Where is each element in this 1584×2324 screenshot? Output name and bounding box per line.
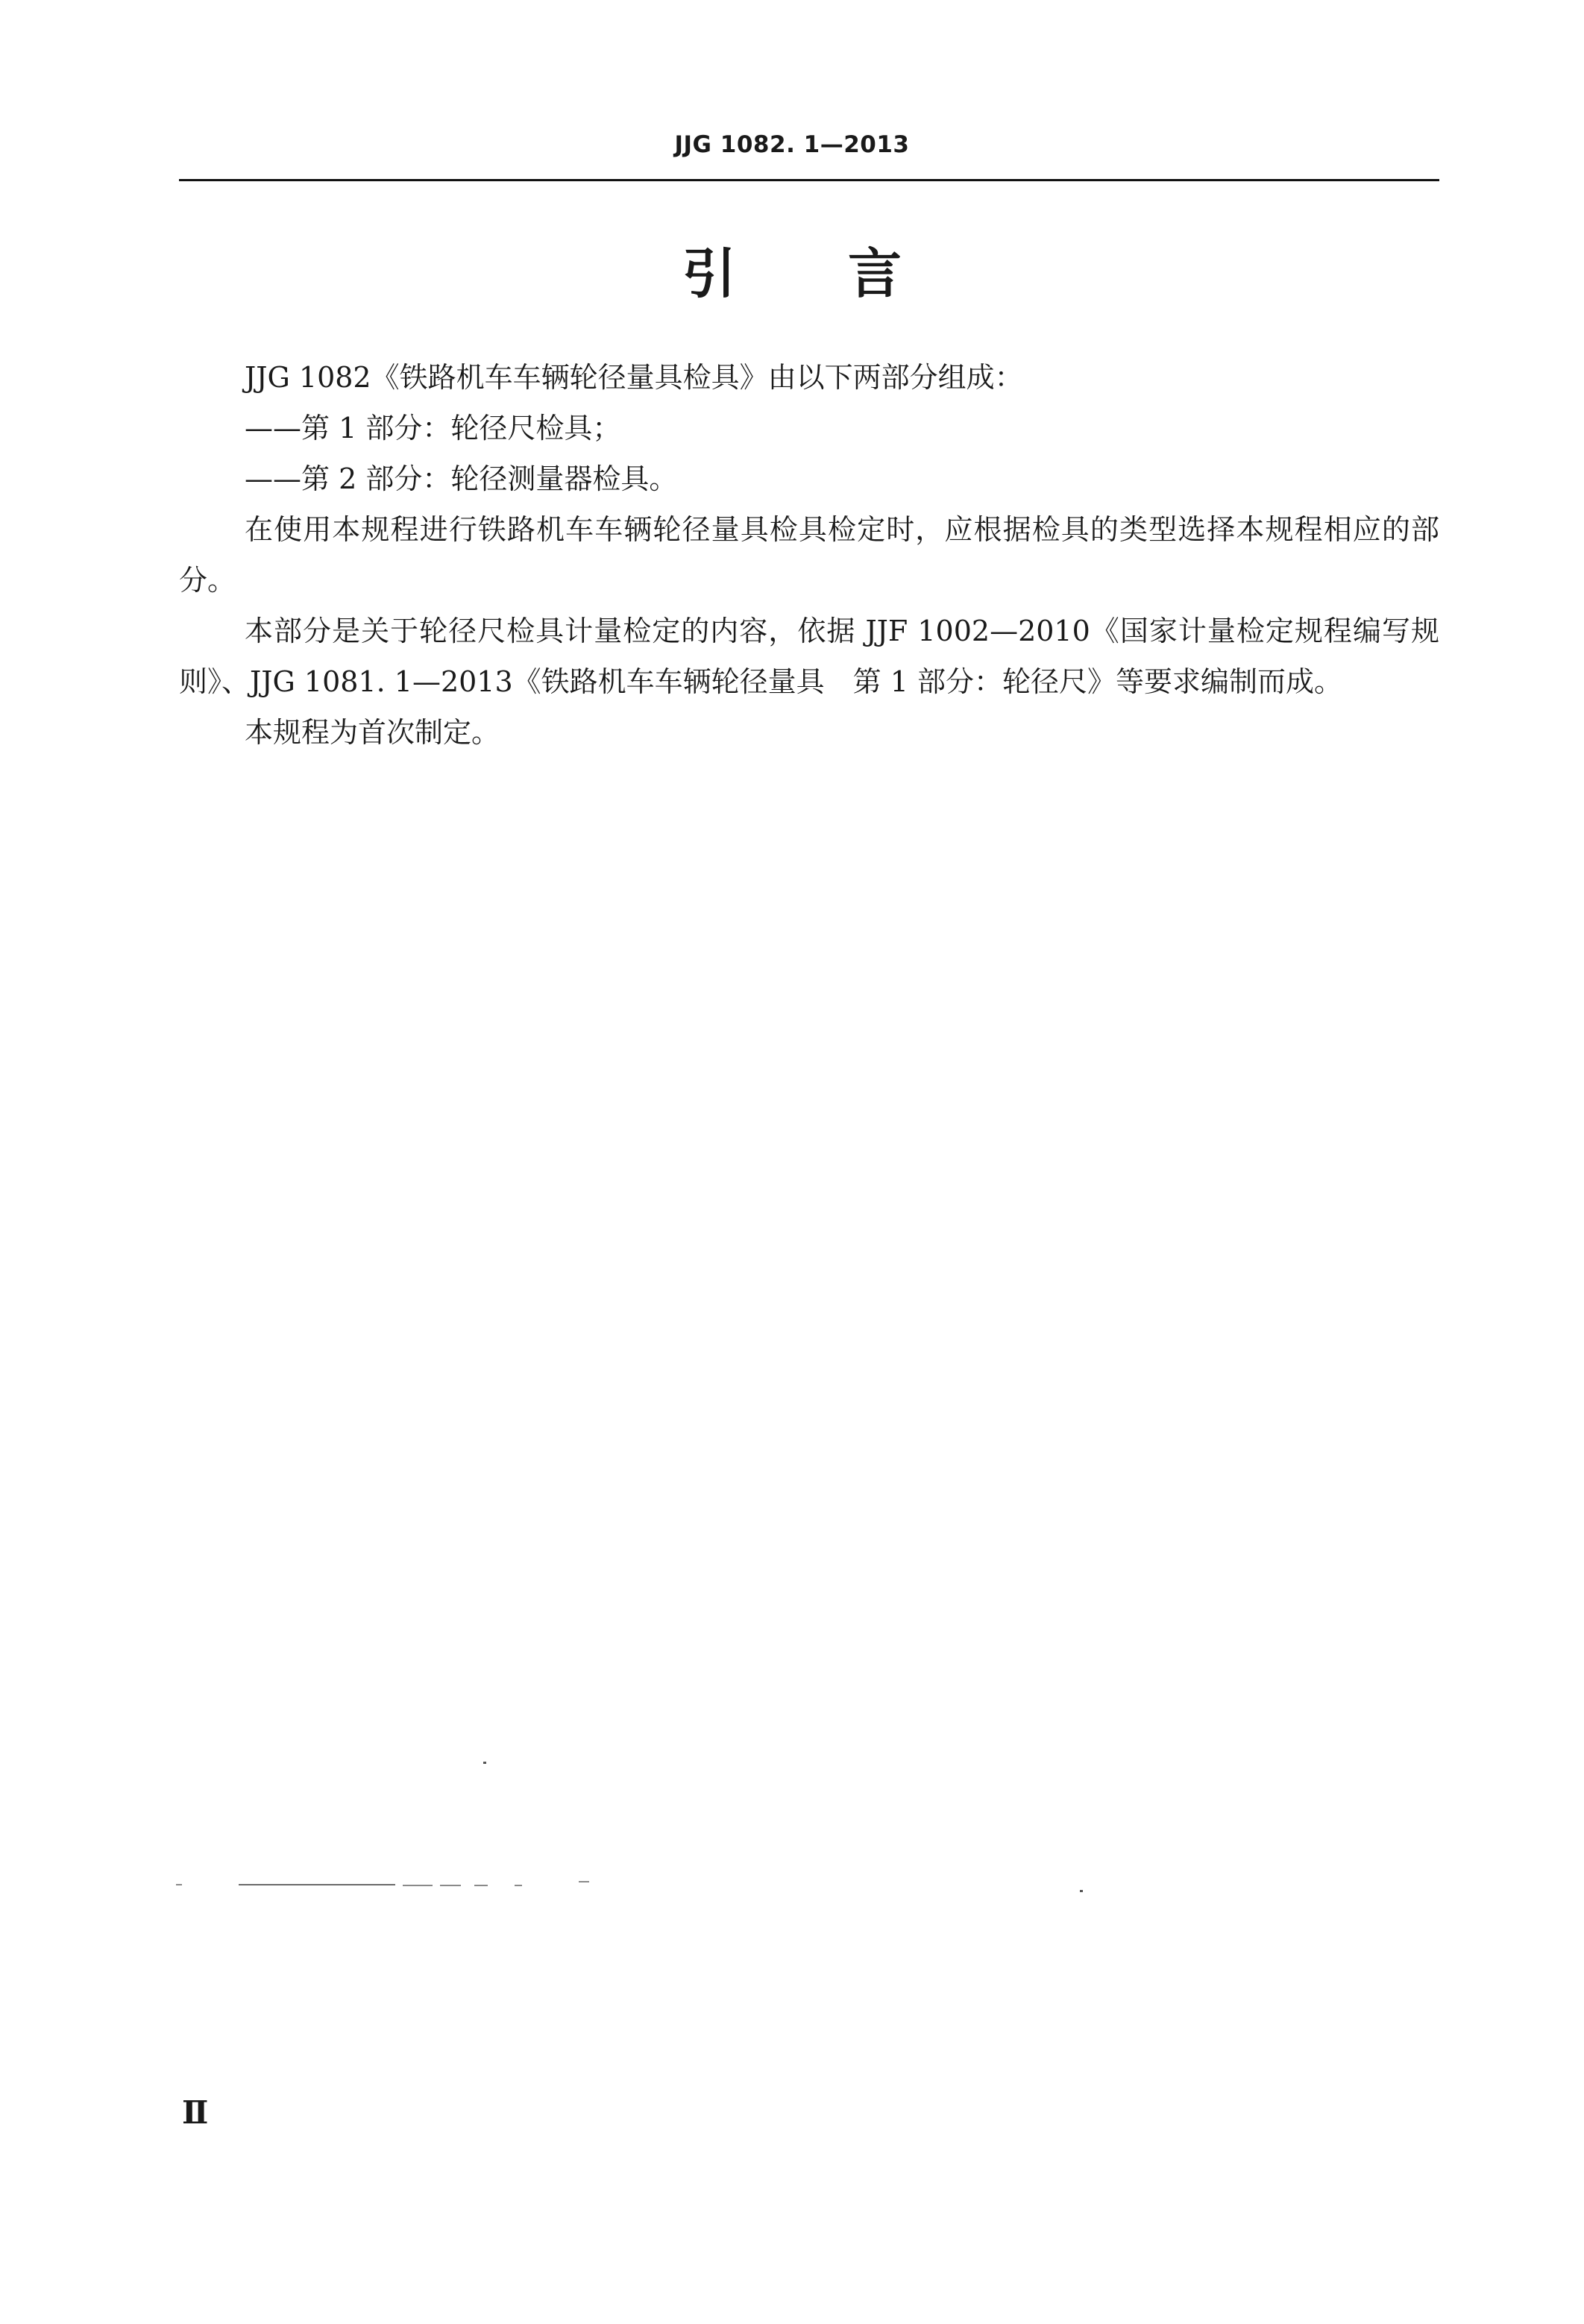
running-header: JJG 1082. 1—2013 xyxy=(674,131,910,158)
body-text xyxy=(179,352,1439,758)
paragraph-usage: 在使用本规程进行铁路机车车辆轮径量具检具检定时，应根据检具的类型选择本规程相应的部分。 xyxy=(179,513,1439,597)
list-item-part-1: ——第 1 部分：轮径尺检具； xyxy=(245,412,621,445)
paragraph-basis: 本部分是关于轮径尺检具计量检定的内容，依据 JJF 1002—2010《国家计量检定规程编写规则》、JJG 1081. 1—2013《铁路机车车辆轮径量具 第 1 部分：轮径尺》等要求编制而成。 xyxy=(179,615,1439,698)
scan-artifact xyxy=(440,1885,461,1886)
header-rule xyxy=(179,179,1439,181)
list-item-part-2: ——第 2 部分：轮径测量器检具。 xyxy=(245,462,678,495)
scan-artifact xyxy=(483,1762,486,1764)
paragraph-composition: JJG 1082《铁路机车车辆轮径量具检具》由以下两部分组成： xyxy=(245,361,1023,394)
section-title-char-2: 言 xyxy=(848,242,902,305)
scan-artifact xyxy=(1080,1890,1083,1892)
scan-artifact xyxy=(239,1884,395,1885)
section-title-char-1: 引 xyxy=(682,242,736,305)
scan-artifact xyxy=(176,1884,182,1885)
paragraph-first-edition: 本规程为首次制定。 xyxy=(245,716,500,749)
scan-artifact xyxy=(515,1885,522,1886)
page-number: Ⅱ xyxy=(182,2094,209,2131)
section-title xyxy=(0,240,1584,307)
scan-artifact xyxy=(579,1881,589,1882)
scan-artifact xyxy=(403,1885,433,1886)
scan-artifact xyxy=(474,1885,488,1886)
